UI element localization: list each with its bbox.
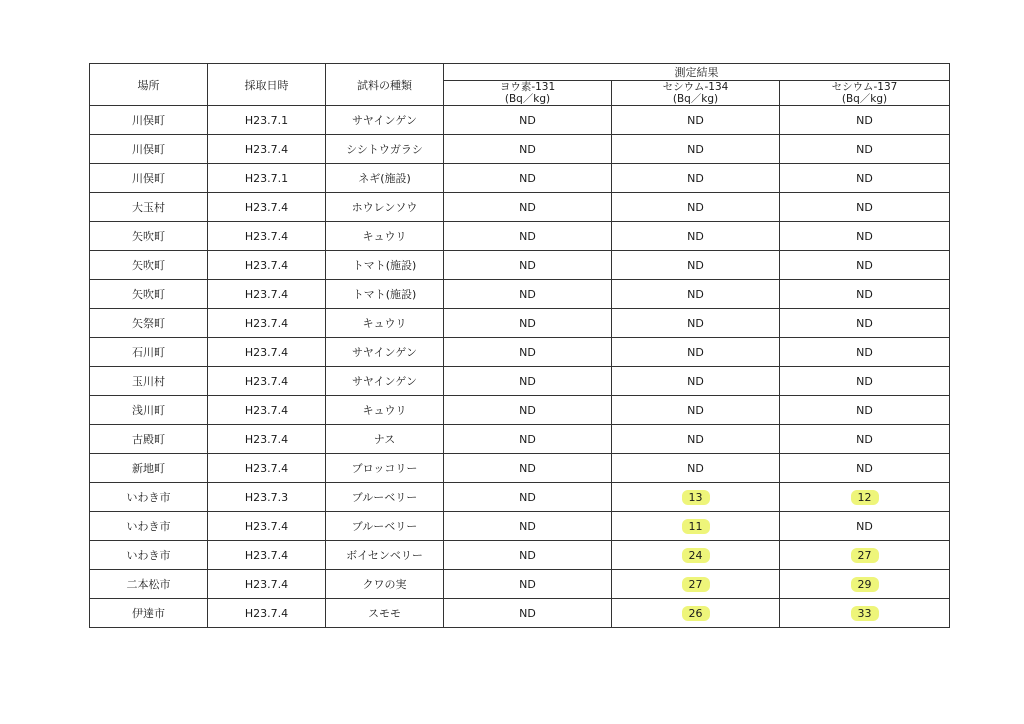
cell-location [90,599,208,628]
cell-sample-type [326,396,444,425]
cell-date-value: H23.7.4 [244,432,289,446]
cell-sample-type-value: クワの実 [362,578,407,591]
cell-cs137 [780,222,950,251]
table-row [90,222,950,251]
table-row [90,164,950,193]
cell-date-value: H23.7.4 [244,287,289,301]
cell-cs137-value: ND [856,345,873,359]
cell-date-value: H23.7.4 [244,345,289,359]
cell-sample-type [326,570,444,599]
table-row [90,367,950,396]
cell-sample-type-value: ブロッコリー [351,462,418,475]
cell-cs137-value: 12 [851,490,879,505]
cell-cs134 [612,106,780,135]
cell-cs137-value: ND [856,461,873,475]
header-i131 [444,81,612,106]
cell-sample-type [326,425,444,454]
cell-i131-value: ND [519,287,536,301]
cell-date-value: H23.7.4 [244,200,289,214]
cell-sample-type-value: ブルーベリー [351,491,418,504]
cell-sample-type-value: ネギ(施設) [358,172,411,185]
cell-cs134 [612,367,780,396]
cell-i131-value: ND [519,229,536,243]
cell-location-value: 二本松市 [126,578,171,591]
cell-sample-type [326,280,444,309]
cell-sample-type-value: キュウリ [362,404,407,417]
cell-sample-type [326,106,444,135]
cell-date-value: H23.7.4 [244,374,289,388]
cell-i131-value: ND [519,142,536,156]
cell-i131-value: ND [519,316,536,330]
cell-date [208,135,326,164]
cell-date [208,193,326,222]
cell-location [90,570,208,599]
cell-date-value: H23.7.4 [244,229,289,243]
cell-sample-type [326,541,444,570]
results-table [89,63,950,628]
cell-cs137 [780,396,950,425]
cell-location [90,222,208,251]
cell-i131 [444,570,612,599]
table-row [90,541,950,570]
cell-cs137 [780,570,950,599]
cell-i131 [444,454,612,483]
cell-cs137 [780,280,950,309]
cell-sample-type-value: ブルーベリー [351,520,418,533]
cell-i131 [444,367,612,396]
cell-cs137-value: ND [856,113,873,127]
cell-date-value: H23.7.4 [244,142,289,156]
cell-location [90,135,208,164]
cell-date [208,425,326,454]
cell-cs137-value: ND [856,432,873,446]
cell-cs134-value: ND [687,113,704,127]
cell-date-value: H23.7.1 [244,113,289,127]
cell-cs137 [780,512,950,541]
cell-sample-type-value: サヤインゲン [351,346,418,359]
cell-location-value: 矢吹町 [132,288,165,301]
cell-cs134-value: ND [687,171,704,185]
cell-location [90,425,208,454]
cell-cs137 [780,251,950,280]
cell-sample-type [326,512,444,541]
cell-cs134-value: ND [687,432,704,446]
cell-cs134-value: 27 [682,577,710,592]
cell-location-value: 浅川町 [132,404,165,417]
cell-sample-type [326,599,444,628]
cell-location [90,483,208,512]
cell-date-value: H23.7.4 [244,316,289,330]
header-location: 場所 [90,64,208,106]
header-cs134 [612,81,780,106]
cell-cs134-value: ND [687,258,704,272]
cell-cs137-value: ND [856,258,873,272]
cell-location-value: 玉川村 [132,375,165,388]
cell-i131-value: ND [519,432,536,446]
cell-sample-type [326,338,444,367]
cell-i131-value: ND [519,461,536,475]
cell-i131-value: ND [519,200,536,214]
header-cs137-unit: (Bq／kg) [841,93,888,105]
table-row [90,193,950,222]
cell-sample-type-value: ホウレンソウ [351,201,418,214]
cell-sample-type-value: トマト(施設) [352,259,417,272]
cell-i131 [444,541,612,570]
cell-cs137 [780,338,950,367]
cell-cs134 [612,396,780,425]
cell-cs134 [612,570,780,599]
cell-location-value: いわき市 [126,520,171,533]
cell-cs134-value: 26 [682,606,710,621]
cell-date [208,396,326,425]
cell-cs137 [780,541,950,570]
table-row [90,251,950,280]
cell-cs134 [612,251,780,280]
cell-sample-type [326,193,444,222]
header-i131-unit: (Bq／kg) [504,93,551,105]
cell-date-value: H23.7.4 [244,577,289,591]
cell-sample-type-value: シシトウガラシ [346,143,423,156]
header-cs137 [780,81,950,106]
cell-cs137 [780,425,950,454]
cell-cs137-value: ND [856,287,873,301]
cell-date-value: H23.7.4 [244,519,289,533]
cell-cs137-value: ND [856,142,873,156]
cell-location-value: 大玉村 [132,201,165,214]
cell-sample-type [326,222,444,251]
cell-i131 [444,309,612,338]
cell-sample-type [326,164,444,193]
cell-i131-value: ND [519,519,536,533]
cell-i131 [444,135,612,164]
cell-date [208,454,326,483]
cell-cs137 [780,599,950,628]
cell-cs134-value: ND [687,374,704,388]
header-measurement-result: 測定結果 [444,64,950,81]
cell-date-value: H23.7.4 [244,606,289,620]
table-row [90,280,950,309]
table-row [90,483,950,512]
cell-cs137-value: 29 [851,577,879,592]
cell-cs134 [612,193,780,222]
cell-cs137-value: ND [856,519,873,533]
cell-sample-type [326,135,444,164]
cell-i131 [444,222,612,251]
cell-location-value: 矢祭町 [132,317,165,330]
cell-date [208,599,326,628]
cell-location-value: 古殿町 [132,433,165,446]
cell-location-value: 川俣町 [132,114,165,127]
cell-location [90,280,208,309]
table-row [90,454,950,483]
cell-cs137-value: ND [856,171,873,185]
cell-location [90,512,208,541]
cell-cs134-value: ND [687,461,704,475]
cell-cs134-value: 13 [682,490,710,505]
cell-date [208,338,326,367]
cell-location [90,309,208,338]
cell-location [90,338,208,367]
cell-sample-type [326,251,444,280]
cell-cs137 [780,309,950,338]
cell-location-value: 新地町 [132,462,165,475]
cell-location [90,193,208,222]
cell-cs134 [612,338,780,367]
cell-cs137-value: ND [856,229,873,243]
cell-cs137 [780,106,950,135]
table-row [90,106,950,135]
cell-date-value: H23.7.4 [244,403,289,417]
cell-cs137-value: ND [856,403,873,417]
cell-sample-type-value: ナス [373,433,396,446]
cell-cs134-value: ND [687,142,704,156]
cell-cs134 [612,512,780,541]
table-header [90,64,950,106]
cell-date-value: H23.7.1 [244,171,289,185]
cell-location [90,541,208,570]
table-row [90,570,950,599]
cell-cs134-value: 24 [682,548,710,563]
cell-cs137 [780,193,950,222]
cell-i131 [444,193,612,222]
cell-cs137-value: ND [856,374,873,388]
cell-date [208,483,326,512]
cell-sample-type [326,454,444,483]
header-cs137-label: セシウム-137 [831,81,898,93]
cell-cs134 [612,454,780,483]
cell-location-value: 矢吹町 [132,230,165,243]
cell-cs134 [612,599,780,628]
cell-cs134-value: ND [687,345,704,359]
cell-sample-type-value: サヤインゲン [351,375,418,388]
cell-date-value: H23.7.3 [244,490,289,504]
table-body [90,106,950,628]
cell-date [208,280,326,309]
cell-cs137-value: 33 [851,606,879,621]
cell-i131 [444,483,612,512]
cell-cs134-value: ND [687,287,704,301]
cell-sample-type-value: スモモ [368,607,401,620]
cell-location [90,106,208,135]
cell-cs134 [612,425,780,454]
cell-cs137 [780,367,950,396]
header-date: 採取日時 [208,64,326,106]
cell-i131-value: ND [519,577,536,591]
cell-cs137 [780,135,950,164]
cell-cs134 [612,135,780,164]
cell-cs134-value: ND [687,200,704,214]
table-row [90,309,950,338]
cell-date [208,541,326,570]
table-row [90,338,950,367]
cell-i131-value: ND [519,171,536,185]
cell-cs134 [612,309,780,338]
header-sample-type: 試料の種類 [326,64,444,106]
cell-location-value: 川俣町 [132,172,165,185]
cell-date [208,251,326,280]
cell-date-value: H23.7.4 [244,461,289,475]
cell-date [208,222,326,251]
cell-cs134-value: ND [687,316,704,330]
cell-location-value: 川俣町 [132,143,165,156]
cell-sample-type-value: ボイセンベリー [346,549,423,562]
cell-i131-value: ND [519,606,536,620]
cell-cs137 [780,483,950,512]
cell-i131-value: ND [519,345,536,359]
table-row [90,135,950,164]
cell-i131-value: ND [519,113,536,127]
cell-date [208,164,326,193]
cell-cs134 [612,483,780,512]
cell-sample-type-value: キュウリ [362,230,407,243]
cell-i131-value: ND [519,548,536,562]
cell-location [90,454,208,483]
cell-cs134 [612,222,780,251]
cell-sample-type-value: トマト(施設) [352,288,417,301]
cell-i131-value: ND [519,374,536,388]
cell-cs137-value: ND [856,200,873,214]
cell-i131 [444,396,612,425]
header-cs134-label: セシウム-134 [662,81,729,93]
cell-sample-type [326,367,444,396]
cell-i131 [444,599,612,628]
cell-cs134-value: ND [687,403,704,417]
cell-date [208,367,326,396]
table-row [90,425,950,454]
cell-sample-type-value: サヤインゲン [351,114,418,127]
cell-i131 [444,425,612,454]
cell-cs137-value: ND [856,316,873,330]
cell-i131 [444,106,612,135]
cell-location-value: いわき市 [126,549,171,562]
cell-i131-value: ND [519,258,536,272]
cell-cs134-value: ND [687,229,704,243]
cell-i131 [444,164,612,193]
cell-sample-type [326,309,444,338]
cell-cs134 [612,541,780,570]
cell-date [208,570,326,599]
cell-i131-value: ND [519,490,536,504]
cell-location-value: いわき市 [126,491,171,504]
cell-i131 [444,280,612,309]
cell-location-value: 矢吹町 [132,259,165,272]
cell-location [90,164,208,193]
cell-date [208,512,326,541]
cell-location [90,251,208,280]
cell-i131 [444,251,612,280]
cell-cs137 [780,454,950,483]
cell-i131-value: ND [519,403,536,417]
cell-sample-type-value: キュウリ [362,317,407,330]
cell-date [208,106,326,135]
cell-i131 [444,338,612,367]
cell-cs137 [780,164,950,193]
cell-location [90,396,208,425]
table-row [90,512,950,541]
cell-date [208,309,326,338]
cell-i131 [444,512,612,541]
header-i131-label: ヨウ素-131 [499,81,556,93]
cell-sample-type [326,483,444,512]
cell-location-value: 伊達市 [132,607,165,620]
table-row [90,396,950,425]
cell-location [90,367,208,396]
table-row [90,599,950,628]
cell-date-value: H23.7.4 [244,548,289,562]
header-cs134-unit: (Bq／kg) [672,93,719,105]
cell-cs137-value: 27 [851,548,879,563]
cell-cs134 [612,164,780,193]
cell-cs134-value: 11 [682,519,710,534]
cell-date-value: H23.7.4 [244,258,289,272]
cell-cs134 [612,280,780,309]
cell-location-value: 石川町 [132,346,165,359]
